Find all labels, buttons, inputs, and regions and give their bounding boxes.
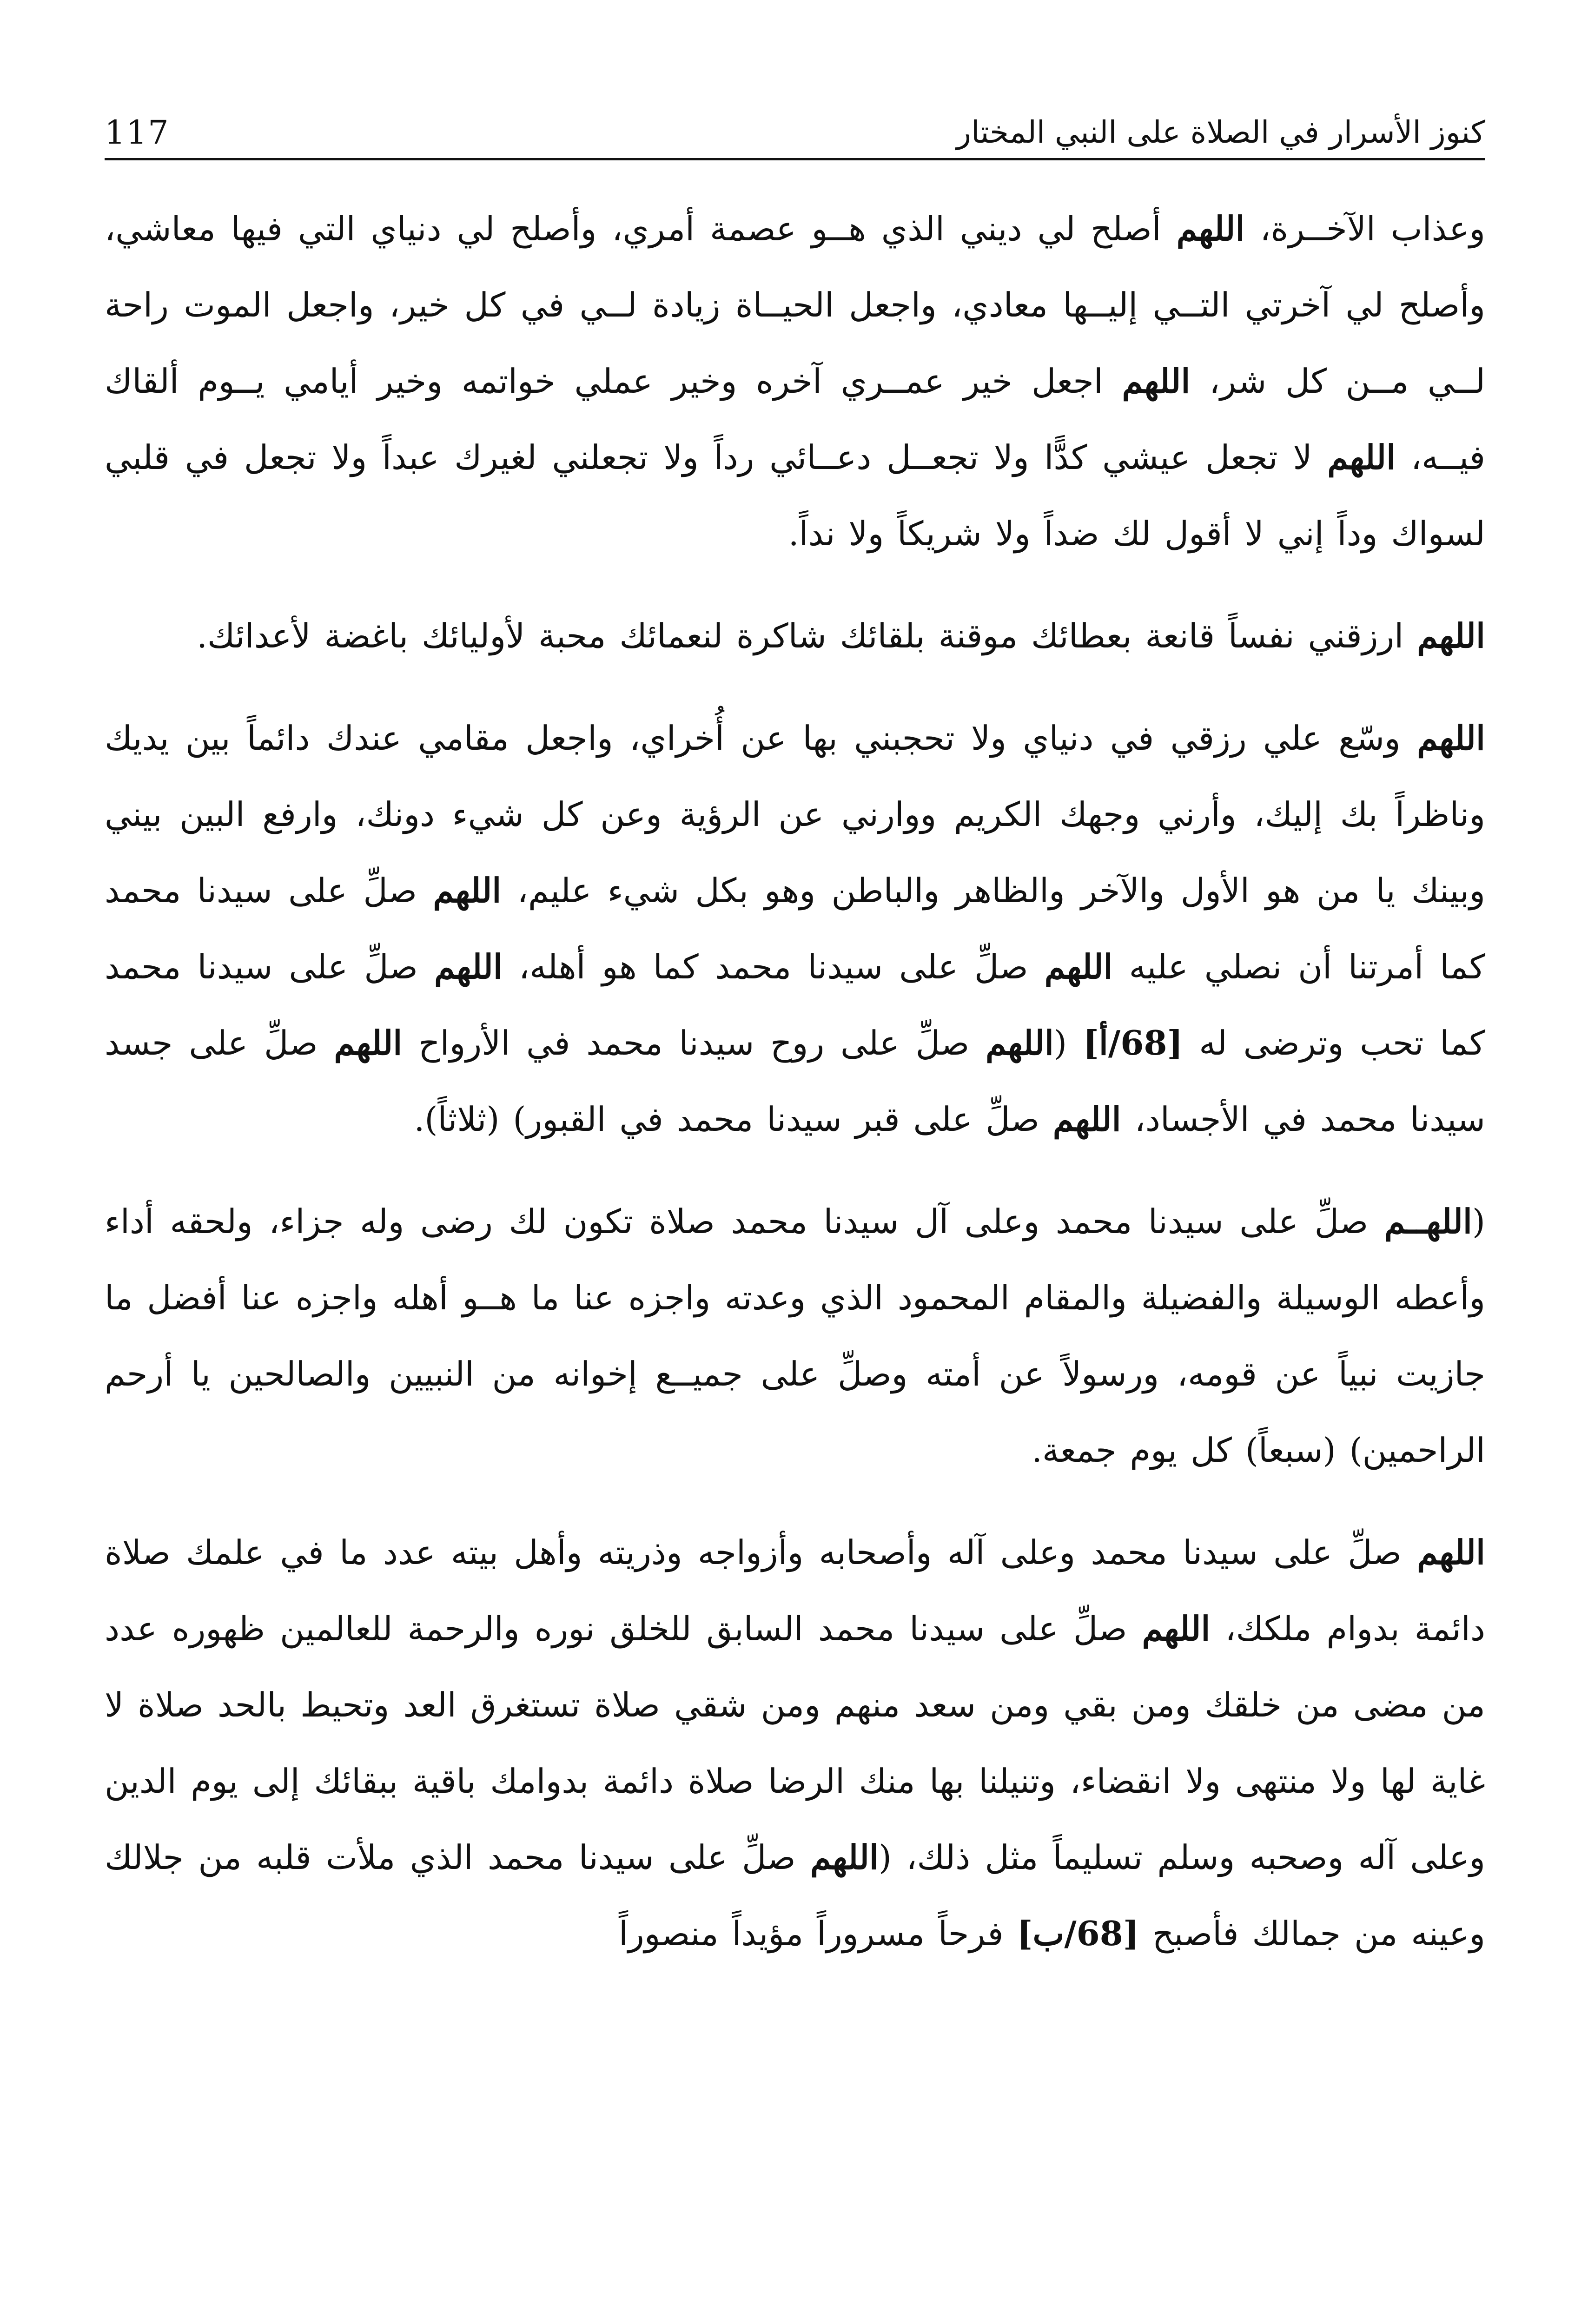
- text-run: أصلح لي ديني الذي هــو عصمة أمري، وأصلح لي دنياي التي فيها معاشي، وأصلح لي آخرتي التــي إليــها معادي، واجعل الحيــاة زيادة لــي في كل خير، واجعل الموت راحة لــي مــن كل شر،: [105, 209, 1486, 401]
- text-run: صلِّ على جسد سيدنا محمد في الأجساد،: [105, 1023, 1485, 1139]
- page-header: [105, 100, 1485, 156]
- text-run: صلِّ على قبر سيدنا محمد في القبور) (ثلاثاً).: [414, 1100, 1053, 1139]
- text-run: وعذاب الآخــرة،: [1244, 209, 1486, 248]
- paragraph: [105, 1183, 1485, 1488]
- text-run: صلِّ على سيدنا محمد كما أمرتنا أن نصلي عليه: [105, 871, 1485, 986]
- text-run: (: [1472, 1202, 1485, 1241]
- bold-text: اللهم: [810, 1837, 879, 1877]
- bold-text: اللهم: [334, 1023, 403, 1063]
- bold-text: اللهم: [1044, 947, 1113, 986]
- bold-text: اللهم: [1142, 1609, 1211, 1648]
- text-run: فرحاً مسروراً مؤيداً منصوراً: [618, 1914, 1017, 1953]
- running-title: كنوز الأسرار في الصلاة على النبي المختار: [956, 114, 1485, 150]
- text-run: صلِّ على روح سيدنا محمد في الأرواح: [402, 1023, 986, 1063]
- bold-text: اللهم: [434, 947, 503, 986]
- paragraph: [105, 191, 1485, 572]
- bold-text: اللهم: [1052, 1099, 1121, 1139]
- bold-text: اللهــم: [1384, 1202, 1472, 1241]
- bold-text: اللهم: [1417, 616, 1485, 655]
- text-run: صلِّ على سيدنا محمد كما تحب وترضى له: [105, 947, 1485, 1063]
- text-run: (: [1053, 1023, 1083, 1063]
- paragraph: [105, 700, 1485, 1157]
- bold-text: اللهم: [1176, 209, 1245, 248]
- bold-text: اللهم: [1417, 1532, 1485, 1572]
- paragraph: [105, 598, 1485, 674]
- text-run: صلِّ على سيدنا محمد كما هو أهله،: [502, 947, 1045, 986]
- text-run: صلِّ على سيدنا محمد وعلى آل سيدنا محمد صلاة تكون لك رضى وله جزاء، ولحقه أداء وأعطه الوسيلة والفضيلة والمقام المحمود الذي وعدته واجزه عنا ما هــو أهله واجزه عنا أفضل ما جازيت نبياً عن قومه، ورسولاً عن أمته وصلِّ على جميــع إخوانه من النبيين والصالحين يا أرحم الراحمين) (سبعاً) كل يوم جمعة.: [105, 1202, 1486, 1470]
- text-run: اجعل خير عمــري آخره وخير عملي خواتمه وخير أيامي يــوم ألقاك فيــه،: [105, 362, 1485, 477]
- bold-text: [68/ب]: [1017, 1914, 1139, 1953]
- text-run: صلِّ على سيدنا محمد السابق للخلق نوره والرحمة للعالمين ظهوره عدد من مضى من خلقك ومن بقي ومن سعد منهم ومن شقي صلاة تستغرق العد وتحيط بالحد صلاة لا غاية لها ولا منتهى ولا انقضاء، وتنيلنا بها منك الرضا صلاة دائمة بدوامك باقية ببقائك إلى يوم الدين وعلى آله وصحبه وسلم تسليماً مثل ذلك، (: [105, 1609, 1485, 1877]
- text-run: وسّع علي رزقي في دنياي ولا تحجبني بها عن أُخراي، واجعل مقامي عندك دائماً بين يديك وناظراً بك إليك، وأرني وجهك الكريم ووارني عن الرؤية وعن كل شيء دونك، وارفع البين بيني وبينك يا من هو الأول والآخر والظاهر والباطن وهو بكل شيء عليم،: [105, 719, 1485, 910]
- text-run: صلِّ على سيدنا محمد وعلى آله وأصحابه وأزواجه وذريته وأهل بيته عدد ما في علمك صلاة دائمة بدوام ملكك،: [105, 1533, 1485, 1648]
- body-text: [105, 191, 1485, 1998]
- text-run: ارزقني نفساً قانعة بعطائك موقنة بلقائك شاكرة لنعمائك محبة لأوليائك باغضة لأعدائك.: [197, 616, 1417, 655]
- bold-text: [68/أ]: [1083, 1023, 1183, 1063]
- bold-text: اللهم: [433, 871, 502, 910]
- bold-text: اللهم: [1417, 718, 1485, 758]
- page-number: 117: [105, 113, 170, 152]
- text-run: لا تجعل عيشي كدًّا ولا تجعــل دعــائي رداً ولا تجعلني لغيرك عبداً ولا تجعل في قلبي لسواك وداً إني لا أقول لك ضداً ولا شريكاً ولا نداً.: [105, 438, 1485, 553]
- paragraph: [105, 1514, 1485, 1972]
- bold-text: اللهم: [986, 1023, 1054, 1063]
- header-divider: [105, 158, 1485, 160]
- bold-text: اللهم: [1122, 361, 1191, 401]
- text-run: صلِّ على سيدنا محمد الذي ملأت قلبه من جلالك وعينه من جمالك فأصبح: [105, 1838, 1485, 1953]
- bold-text: اللهم: [1327, 437, 1396, 477]
